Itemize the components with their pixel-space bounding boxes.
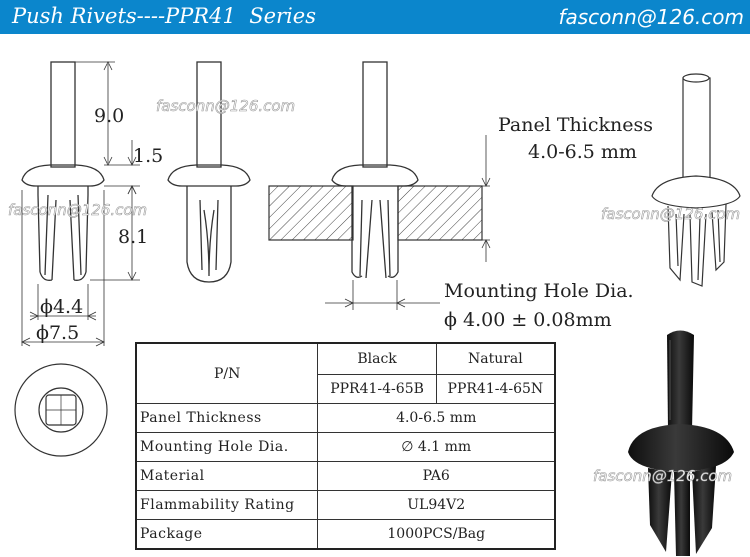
- page-title: Push Rivets----PPR41 Series: [12, 4, 316, 28]
- pn-header: P/N: [136, 343, 318, 404]
- black-header: Black: [318, 343, 436, 375]
- panel-thickness-title: Panel Thickness: [498, 114, 653, 136]
- table-row: [136, 520, 555, 550]
- top-view: [15, 364, 107, 456]
- table-row: [136, 404, 555, 433]
- row-label: Mounting Hole Dia.: [136, 433, 318, 462]
- row-value: PA6: [318, 462, 555, 491]
- table-row: [136, 462, 555, 491]
- spec-table: [135, 342, 556, 550]
- dim-shaft-length: 9.0: [94, 105, 125, 127]
- watermark-4: fasconn@126.com: [593, 467, 733, 485]
- natural-header: Natural: [436, 343, 555, 375]
- row-label: Flammability Rating: [136, 491, 318, 520]
- installed-section-view: [269, 62, 490, 310]
- mounting-hole-title: Mounting Hole Dia.: [444, 280, 634, 302]
- row-value: 4.0-6.5 mm: [318, 404, 555, 433]
- table-row: [136, 491, 555, 520]
- black-pn: PPR41-4-65B: [318, 375, 436, 404]
- row-label: Package: [136, 520, 318, 550]
- product-photo: [628, 331, 734, 557]
- panel-thickness-value: 4.0-6.5 mm: [528, 141, 637, 163]
- dim-head-height: 1.5: [133, 145, 164, 167]
- row-value: 1000PCS/Bag: [318, 520, 555, 550]
- dim-head-diameter: ϕ7.5: [36, 322, 80, 344]
- header-email: fasconn@126.com: [558, 5, 744, 29]
- watermark-2: fasconn@126.com: [8, 201, 148, 219]
- mounting-hole-value: ϕ 4.00 ± 0.08mm: [444, 309, 612, 331]
- row-label: Panel Thickness: [136, 404, 318, 433]
- dim-leg-diameter: ϕ4.4: [40, 296, 84, 318]
- perspective-view: [652, 74, 740, 286]
- side-view-rotated: [168, 62, 250, 282]
- table-row: [136, 433, 555, 462]
- watermark-1: fasconn@126.com: [156, 97, 296, 115]
- row-value: ∅ 4.1 mm: [318, 433, 555, 462]
- natural-pn: PPR41-4-65N: [436, 375, 555, 404]
- row-value: UL94V2: [318, 491, 555, 520]
- dim-leg-length: 8.1: [118, 226, 149, 248]
- watermark-3: fasconn@126.com: [601, 205, 741, 223]
- row-label: Material: [136, 462, 318, 491]
